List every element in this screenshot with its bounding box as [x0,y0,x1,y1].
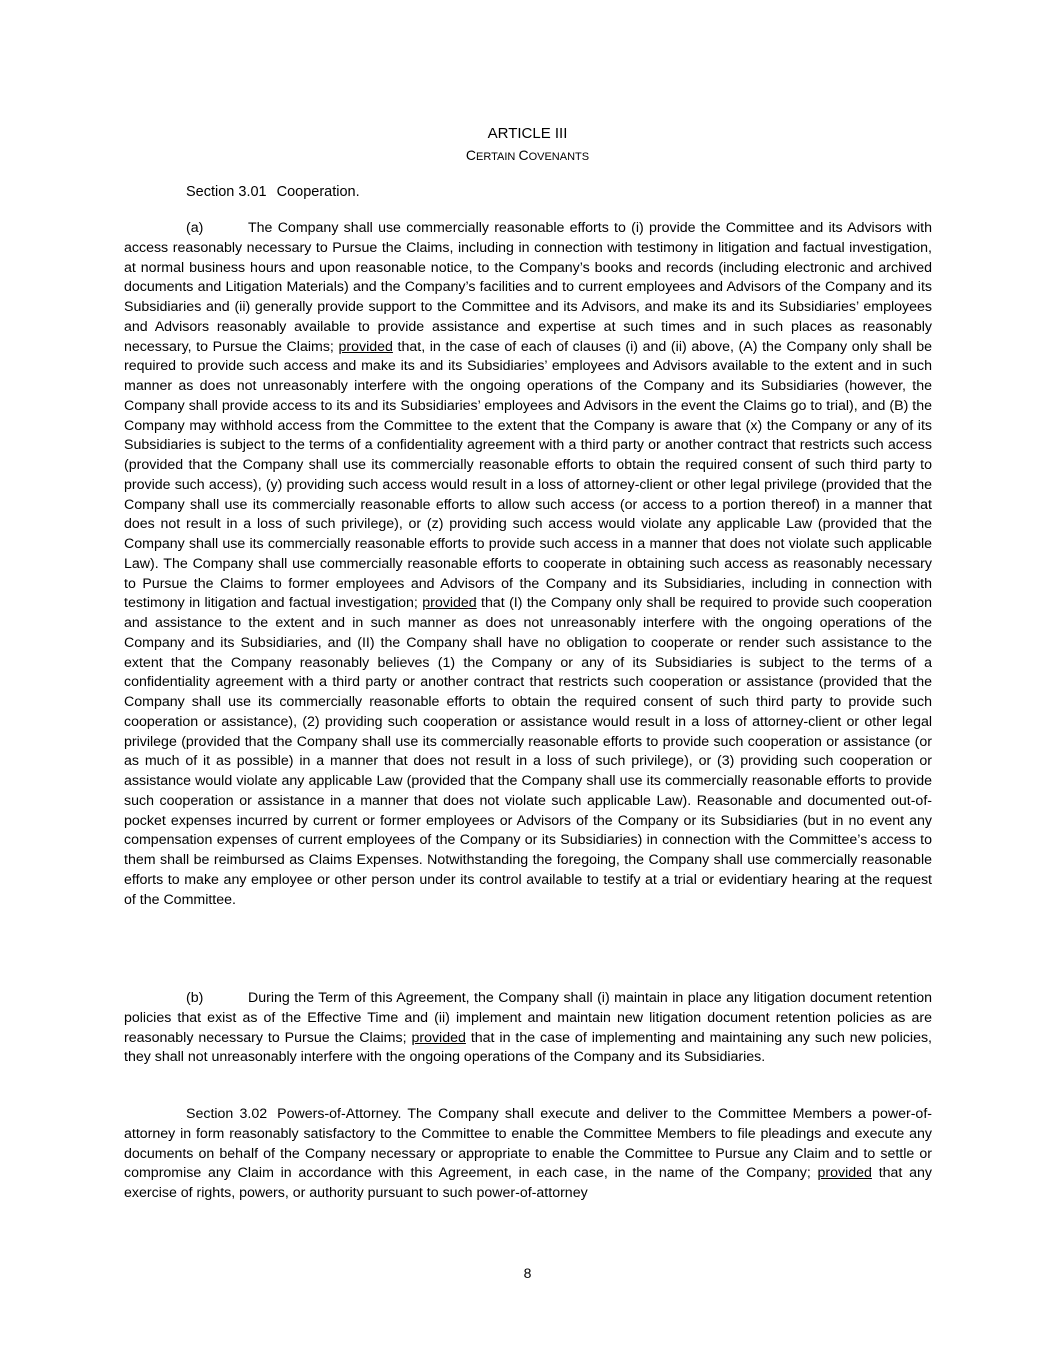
paragraph-text: The Company shall use commercially reasonable efforts to (i) provide the Committee and its Advisors with access reasonably necessary to Pursue the Claims, including in connection with testimony in litigation and factual investigation, at normal business hours and upon reasonable notice, to the Company’s books and records (including electronic and archived documents and Litigation Materials) and the Company’s facilities and to current employees and Advisors of the Company and its Subsidiaries and (ii) generally provide support to the Committee and its Advisors, and make its and its Subsidiaries’ employees and Advisors reasonably available to provide assistance and expertise at such times and in such places as reasonably necessary, to Pursue the Claims; [124,220,932,355]
provided-term: provided [817,1165,872,1182]
section-number: Section 3.02 [186,1106,268,1122]
paragraph-label: (a) [186,220,204,236]
subtitle-small-2: OVENANTS [528,151,590,163]
section-title: Cooperation. [276,184,360,200]
provided-term: provided [411,1029,466,1046]
paragraph-text: Powers-of-Attorney. The Company shall execute and deliver to the Committee Members a power-of-attorney in form reasonably satisfactory to the Committee to enable the Committee Members to file pleadings and execute any documents on behalf of the Company necessary or appropriate to enable the Committee to Pursue any Claim and to settle or compromise any Claim in accordance with this Agreement, in each case, in the name of the Company; [124,1106,932,1182]
section-number: Section 3.01 [186,184,267,200]
paragraph-text: During the Term of this Agreement, the Company shall (i) maintain in place any litigation document retention policies that exist as of the Effective Time and (ii) implement and maintain new litigation document retention policies as are reasonably necessary to Pursue the Claims; [124,990,932,1046]
section-3-02-paragraph [124,1105,932,1204]
section-3-01-heading [186,182,360,202]
paragraph-text: that in the case of implementing and maintaining any such new policies, they shall not unreasonably interfere with the ongoing operations of the Company and its Subsidiaries. [124,1029,932,1066]
paragraph-text: that any exercise of rights, powers, or authority pursuant to such power-of-attorney [124,1165,932,1201]
provided-term: provided [338,338,393,355]
paragraph-a [124,219,932,910]
provided-term: provided [422,595,477,612]
subtitle-cap-1: C [465,147,477,163]
paragraph-b [124,989,932,1068]
article-title: ARTICLE III [487,125,568,142]
paragraph-text: that, in the case of each of clauses (i) and (ii) above, (A) the Company only shall be required to provide such access and make its and its Subsidiaries’ employees and Advisors available to the extent and in such manner as does not unreasonably interfere with the ongoing operations of the Company and its Subsidiaries (however, the Company shall provide access to its and its Subsidiaries’ employees and Advisors in the event the Claims go to trial), and (B) the Company may withhold access from the Committee to the extent that the Company is aware that (x) the Company or any of its Subsidiaries is subject to the terms of a confidentiality agreement with a third party or another contract that restricts such access (provided that the Company shall use its commercially reasonable efforts to obtain the required consent of such third party to provide such access), (y) providing such access would result in a loss of attorney-client or other legal privilege (provided that the Company shall use its commercially reasonable efforts to allow such access (or access to a portion thereof) in a manner that does not result in a loss of such privilege), or (z) providing such access would violate any applicable Law (provided that the Company shall use its commercially reasonable efforts to provide such access in a manner that does not violate such applicable Law). The Company shall use commercially reasonable efforts to cooperate in obtaining such access as reasonably necessary to Pursue the Claims to former employees and Advisors of the Company and its Subsidiaries, including in connection with testimony in litigation and factual investigation; [124,338,932,612]
paragraph-text: that (I) the Company only shall be required to provide such cooperation and assistance to the extent and in such manner as does not unreasonably interfere with the ongoing operations of the Company and its Subsidiaries, and (II) the Company shall have no obligation to cooperate or render such assistance to the extent that the Company reasonably believes (1) the Company or any of its Subsidiaries is subject to the terms of a confidentiality agreement with a third party or another contract that restricts such cooperation or assistance (provided that the Company shall use its commercially reasonable efforts to obtain the required consent of such third party to provide such cooperation or assistance), (2) providing such cooperation or assistance would result in a loss of attorney-client or other legal privilege (provided that the Company shall use its commercially reasonable efforts to provide such cooperation or assistance (or as much of it as possible) in a manner that does not result in a loss of such privilege), or (3) providing such cooperation or assistance would violate any applicable Law (provided that the Company shall use its commercially reasonable efforts to provide such cooperation or assistance in a manner that does not violate such applicable Law). Reasonable and documented out-of-pocket expenses incurred by current or former employees or Advisors of the Company or its Subsidiaries (but in no event any compensation expenses of current employees of the Company or its Subsidiaries) in connection with the Committee’s access to them shall be reimbursed as Claims Expenses. Notwithstanding the foregoing, the Company shall use commercially reasonable efforts to make any employee or other person under its control available to testify at a trial or evidentiary hearing at the request of the Committee. [124,595,932,908]
subtitle-small-1: ERTAIN [476,151,519,163]
page-number: 8 [523,1265,532,1281]
paragraph-label: (b) [186,990,204,1006]
subtitle-cap-2: C [518,147,529,163]
article-subtitle [0,146,1055,166]
